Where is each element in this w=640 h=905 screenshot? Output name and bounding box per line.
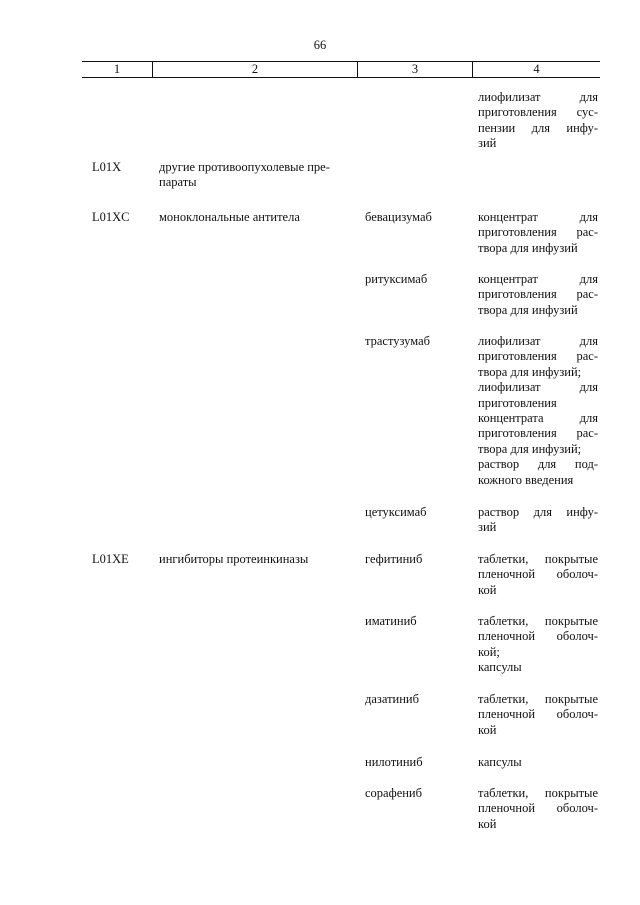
dosage-form-line: лиофилизат для — [478, 334, 598, 348]
group-line: моноклональные антитела — [159, 210, 300, 224]
dosage-form — [478, 614, 598, 676]
drug-name: иматиниб — [365, 614, 417, 628]
drug-name: цетуксимаб — [365, 505, 427, 519]
drug-name: ритуксимаб — [365, 272, 428, 286]
table-header — [82, 61, 600, 78]
dosage-form-line: лиофилизат для — [478, 380, 598, 395]
dosage-form-line: пленочной оболоч- — [478, 629, 598, 644]
dosage-form — [478, 272, 598, 318]
dosage-form-line: твора для инфузий; — [478, 364, 582, 379]
dosage-form-line: капсулы — [478, 755, 522, 769]
header-col-1: 1 — [113, 62, 121, 76]
dosage-form-line: кожного введения — [478, 472, 574, 487]
atc-code: L01XC — [92, 210, 130, 224]
dosage-form-line: зий — [478, 520, 497, 535]
dosage-form — [478, 692, 598, 738]
drug-name: бевацизумаб — [365, 210, 432, 224]
dosage-form-line: приготовления рас- — [478, 426, 598, 441]
drug-name: трастузумаб — [365, 334, 431, 348]
dosage-form-line: таблетки, покрытые — [478, 614, 598, 628]
dosage-form-line: приготовления сус- — [478, 105, 598, 120]
dosage-form-line: пленочной оболоч- — [478, 801, 598, 816]
atc-code: L01XE — [92, 552, 129, 566]
dosage-form — [478, 334, 598, 488]
dosage-form-line: кой — [478, 816, 497, 831]
atc-code: L01X — [92, 160, 122, 174]
dosage-form-line: концентрат для — [478, 272, 598, 286]
dosage-form-line: таблетки, покрытые — [478, 552, 598, 566]
dosage-form-line: твора для инфузий; — [478, 441, 582, 456]
group-line: параты — [159, 175, 197, 190]
dosage-form-line: приготовления рас- — [478, 287, 598, 302]
dosage-form-line: приготовления рас- — [478, 225, 598, 240]
dosage-form-line: твора для инфузий — [478, 240, 578, 255]
dosage-form-line: лиофилизат для — [478, 90, 598, 104]
group-line: другие противоопухолевые пре- — [159, 160, 330, 174]
dosage-form-line: пленочной оболоч- — [478, 567, 598, 582]
anatomical-therapeutic-group — [159, 210, 359, 225]
dosage-form-line: таблетки, покрытые — [478, 692, 598, 706]
page-number: 66 — [313, 38, 327, 52]
dosage-form-line: кой — [478, 722, 497, 737]
header-col-3: 3 — [357, 62, 472, 77]
dosage-form-line: концентрат для — [478, 210, 598, 224]
dosage-form-line: таблетки, покрытые — [478, 786, 598, 800]
dosage-form-line: раствор для под- — [478, 457, 598, 472]
dosage-form — [478, 210, 598, 256]
dosage-form — [478, 552, 598, 598]
anatomical-therapeutic-group — [159, 160, 359, 191]
dosage-form-line: концентрата для — [478, 411, 598, 426]
dosage-form — [478, 786, 598, 832]
drug-name: сорафениб — [365, 786, 422, 800]
dosage-form-line: пензии для инфу- — [478, 120, 598, 135]
dosage-form-line: кой; — [478, 644, 500, 659]
group-line: ингибиторы протеинкиназы — [159, 552, 309, 566]
drug-name: дазатиниб — [365, 692, 419, 706]
header-col-2: 2 — [152, 62, 357, 77]
dosage-form — [478, 505, 598, 536]
dosage-form-line: пленочной оболоч- — [478, 707, 598, 722]
dosage-form-line: приготовления рас- — [478, 349, 598, 364]
drug-name: гефитиниб — [365, 552, 423, 566]
dosage-form — [478, 90, 598, 152]
dosage-form-line: приготовления — [478, 395, 557, 410]
dosage-form-line: твора для инфузий — [478, 302, 578, 317]
dosage-form-line: капсулы — [478, 660, 522, 675]
drug-name: нилотиниб — [365, 755, 423, 769]
anatomical-therapeutic-group — [159, 552, 359, 567]
dosage-form — [478, 755, 598, 770]
dosage-form-line: кой — [478, 582, 497, 597]
dosage-form-line: зий — [478, 136, 497, 151]
dosage-form-line: раствор для инфу- — [478, 505, 598, 519]
header-col-4: 4 — [472, 62, 600, 77]
